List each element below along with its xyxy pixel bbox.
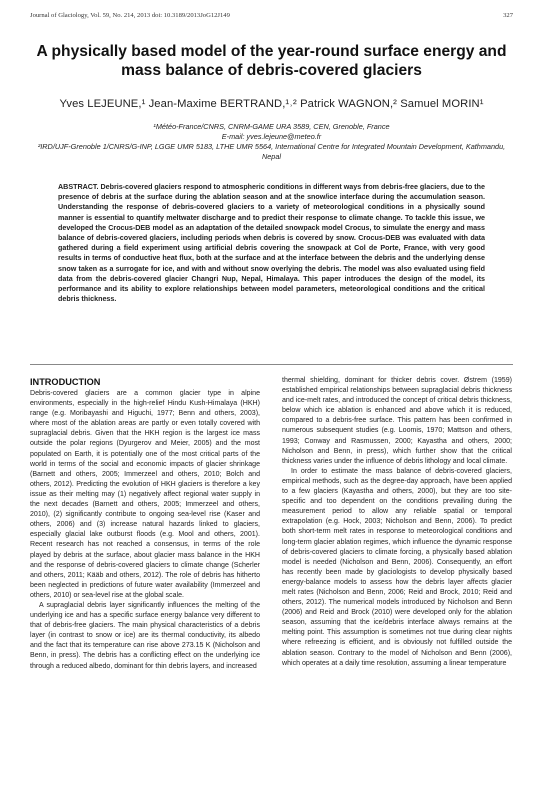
paragraph: thermal shielding, dominant for thicker debris cover. Østrem (1959) established empirical relationships between supraglacial debris thickness and ice-melt rates, and introduced the concept of critical debris thickness, below which ice ablation is enhanced and above which it is reduced, compared to a debris-free surface. This pattern has been confirmed in numerous subsequent studies (e.g. Loomis, 1970; Mattson and others, 1993; Conway and Rasmussen, 2000; Kayastha and others, 2000; Nicholson and Benn, in press), which further show that the critical thickness varies under the influence of debris lithology and local climate. bbox=[282, 377, 512, 465]
paragraph: In order to estimate the mass balance of debris-covered glaciers, empirical methods, such as the degree-day approach, have been applied to a few glaciers (Kayastha and others, 2000), but they are too site-specific and too dependent on the conditions prevailing during the measurement period to allow any reliable spatial or temporal extrapolation (e.g. Hock, 2003; Nicholson and Benn, 2006). To predict both short-term melt rates in response to meteorological conditions and long-term glacier ablation regimes, which influence the dynamic response of debris-covered glaciers to climate forcing, a physically based ablation model is needed (Nicholson and Benn, 2006). Consequently, an effort has recently been made by glaciologists to develop physically based energy-balance models to assess how the debris layer affects glacier melt rates (Nicholson and Benn, 2006; Reid and Brock, 2010; Reid and others, 2012). The numerical models introduced by Nicholson and Benn (2006) and Reid and Brock (2010) were developed only for the ablation season, assuming that the ice/debris interface always remains at the melting point. This assumption is sometimes not true during clear nights where refreezing is efficient, and is obviously not fulfilled outside the ablation season. Contrary to the model of Nicholson and Benn (2006), which operates at a daily time resolution, assuming a linear temperature bbox=[282, 467, 512, 667]
author-list: Yves LEJEUNE,¹ Jean-Maxime BERTRAND,¹˒² Patrick WAGNON,² Samuel MORIN¹ bbox=[59, 98, 484, 110]
author-email: E-mail: yves.lejeune@meteo.fr bbox=[221, 132, 322, 141]
left-column bbox=[30, 376, 260, 672]
affiliation-2: ²IRD/UJF-Grenoble 1/CNRS/G-INP, LGGE UMR 5183, LTHE UMR 5564, International Centre for Integrated Mountain Development, Kathmandu, Nepal bbox=[37, 142, 506, 161]
paragraph: Debris-covered glaciers are a common glacier type in alpine environments, especially in the high-relief Hindu Kush-Himalaya (HKH) range (e.g. Moribayashi and Higuchi, 1977; Benn and others, 2003), where most of the ablation areas are partly or even totally covered with supraglacial debris. Given that the HKH region is the largest ice mass outside the polar regions (Dyurgerov and Meier, 2005) and the most populated on Earth, it is potentially one of the most critical parts of the world in terms of the social and economic impacts of glacier shrinkage (Barnett and others, 2005; Immerzeel and others, 2010; Bolch and others, 2012). Predicting the evolution of HKH glaciers is therefore a key issue as their melting may (1) negatively affect regional water supply in the next decades (Barnett and others, 2005; Immerzeel and others, 2010), (2) significantly contribute to ongoing sea-level rise (Kaser and others, 2006) and (3) increase natural hazards linked to glaciers, especially glacial lake outburst floods (e.g. Mool and others, 2001). Recent research has not reached a consensus, in terms of the role played by debris at the surface, about glacier mass balance in the HKH and the response of debris-covered glaciers to climate change (Scherler and others, 2011; Kääb and others, 2012). The role of debris has hitherto been neglected in predictions of future water availability (Immerzeel and others, 2010) or sea-level rise at the global scale. bbox=[30, 390, 260, 599]
journal-header bbox=[30, 12, 513, 19]
section-heading: INTRODUCTION bbox=[30, 377, 101, 387]
right-column bbox=[282, 376, 512, 669]
affiliation-1: ¹Météo-France/CNRS, CNRM-GAME URA 3589, CEN, Grenoble, France bbox=[153, 122, 390, 131]
abstract: ABSTRACT. Debris-covered glaciers respond to atmospheric conditions in different ways from debris-free glaciers, due to the presence of debris at the surface during the ablation season and at the snow/ice interface during the accumulation season. Understanding the response of debris-covered glaciers to a variety of meteorological conditions in a physically sound manner is essential to quantify meltwater discharge and to predict their response to climate change. To tackle this issue, we developed the Crocus-DEB model as an adaptation of the detailed snowpack model Crocus, to simulate the energy and mass balance of debris-covered glaciers, including periods when debris is covered by snow. Crocus-DEB was evaluated with data gathered during a field experiment using artificial debris covering the snowpack at Col de Porte, France, with very good results in terms of conductive heat flux, both at the surface and at the interface between the debris and the underlying dense snow taken as a surrogate for ice, and with and without snow overlying the debris. The model was also evaluated using field data from the debris-covered glacier Changri Nup, Nepal, Himalaya. This paper introduces the design of the model, its performance and its ability to explore relationships between model parameters, meteorological conditions and the critical debris thickness. bbox=[58, 183, 485, 304]
paper-title: A physically based model of the year-round surface energy and mass balance of debris-covered glaciers bbox=[36, 43, 507, 79]
page-number: 327 bbox=[503, 12, 513, 19]
section-divider bbox=[30, 364, 513, 365]
journal-citation: Journal of Glaciology, Vol. 59, No. 214, 2013 doi: 10.3189/2013JoG12J149 bbox=[30, 12, 230, 19]
affiliations bbox=[30, 122, 513, 162]
paragraph: A supraglacial debris layer significantly influences the melting of the underlying ice and has a specific surface energy balance very different to that of debris-free glaciers. The main physical characteristics of a debris layer (in contrast to snow or ice) are its thermal conductivity, its albedo and the fact that its temperature can rise above 273.15 K (Nicholson and Benn, in press). The debris has a conflicting effect on the underlying ice through a reduced albedo, dominant for thin debris layers, and increased bbox=[30, 601, 260, 670]
